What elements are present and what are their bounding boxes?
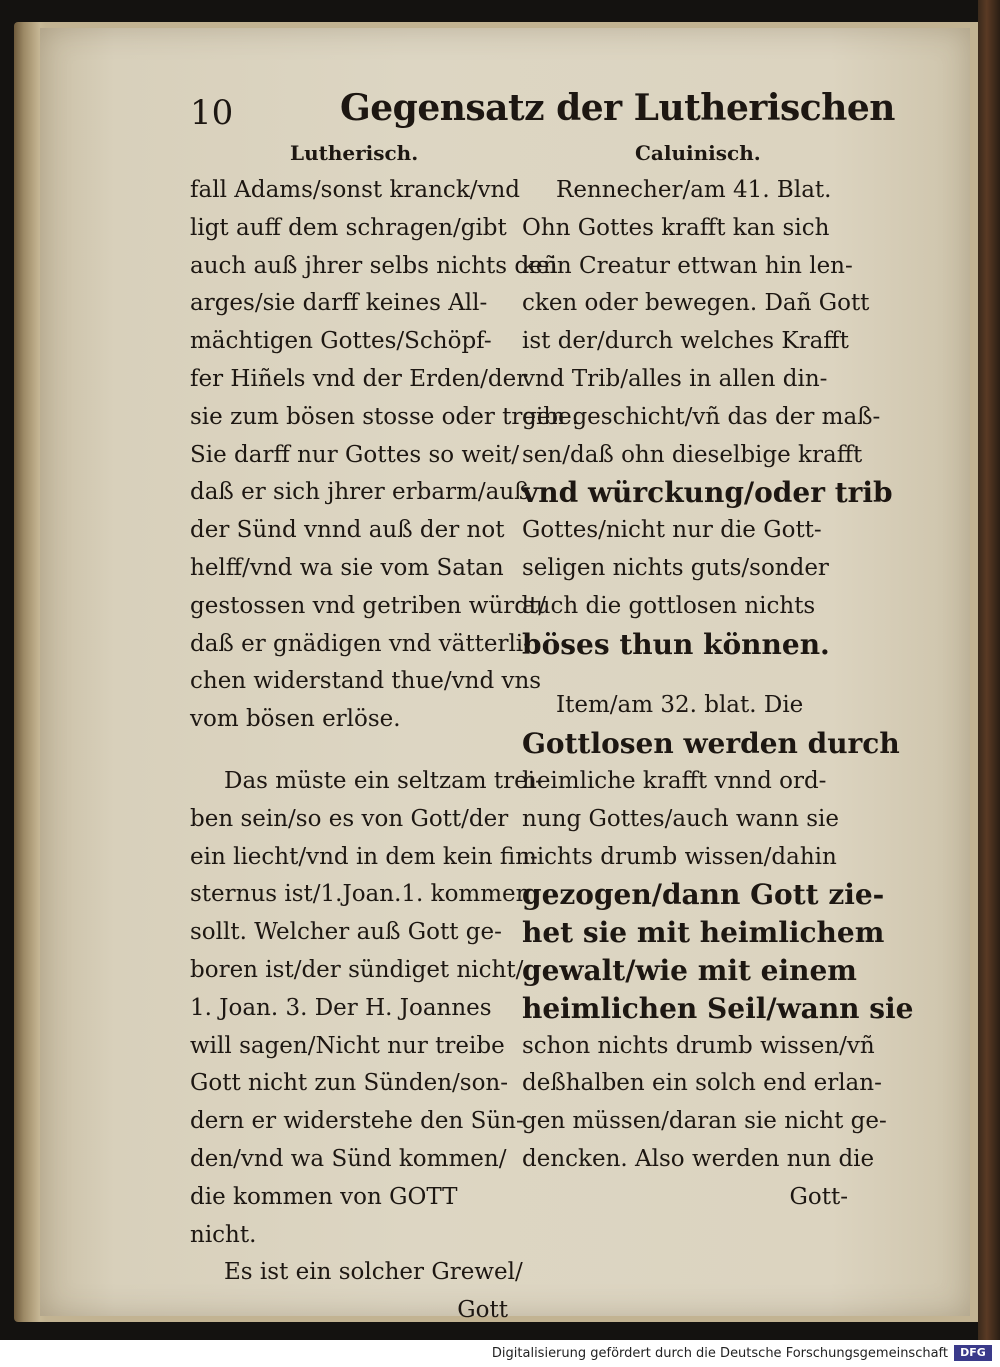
text-line: heimlichen Seil/wann sie bbox=[522, 991, 914, 1025]
running-head: Gegensatz der Lutherischen bbox=[340, 87, 895, 129]
text-line: vnd Trib/alles in allen din- bbox=[522, 365, 828, 392]
text-line: die kommen von GOTT bbox=[190, 1183, 458, 1210]
catchword: Gott bbox=[457, 1297, 508, 1324]
text-line: gezogen/dann Gott zie- bbox=[522, 878, 885, 912]
text-line: schon nichts drumb wissen/vñ bbox=[522, 1032, 875, 1059]
text-line: sternus ist/1.Joan.1. kommen bbox=[190, 881, 531, 908]
left-column-text bbox=[190, 172, 580, 1330]
text-line: Das müste ein seltzam trei- bbox=[224, 767, 543, 794]
text-line: auch auß jhrer selbs nichts deñ bbox=[190, 252, 558, 279]
text-line: Gottes/nicht nur die Gott- bbox=[522, 517, 822, 544]
left-column-heading: Lutherisch. bbox=[290, 141, 419, 165]
text-line: fer Hiñels vnd der Erden/der bbox=[190, 365, 528, 392]
text-line: gestossen vnd getriben würdt/ bbox=[190, 592, 547, 619]
text-line: mächtigen Gottes/Schöpf- bbox=[190, 328, 492, 355]
text-line: kein Creatur ettwan hin len- bbox=[522, 252, 853, 279]
text-line: arges/sie darff keines All- bbox=[190, 290, 488, 317]
text-line: daß er sich jhrer erbarm/auß bbox=[190, 479, 530, 506]
text-line: ben sein/so es von Gott/der bbox=[190, 805, 509, 832]
text-line: Item/am 32. blat. Die bbox=[556, 692, 804, 719]
text-line: gen müssen/daran sie nicht ge- bbox=[522, 1108, 887, 1135]
text-line: ein liecht/vnd in dem kein fin- bbox=[190, 843, 538, 870]
text-line: dencken. Also werden nun die bbox=[522, 1145, 875, 1172]
text-line: auch die gottlosen nichts bbox=[522, 592, 816, 619]
book-cover-edge bbox=[978, 0, 1000, 1340]
text-line: sollt. Welcher auß Gott ge- bbox=[190, 919, 502, 946]
text-line: nicht. bbox=[190, 1221, 257, 1248]
text-line: vom bösen erlöse. bbox=[190, 706, 401, 733]
text-line: Es ist ein solcher Grewel/ bbox=[224, 1259, 523, 1286]
text-line: 1. Joan. 3. Der H. Joannes bbox=[190, 994, 492, 1021]
text-line: dern er widerstehe den Sün- bbox=[190, 1108, 524, 1135]
text-line: daß er gnädigen vnd vätterli- bbox=[190, 630, 531, 657]
text-line: heimliche krafft vnnd ord- bbox=[522, 767, 827, 794]
page-number: 10 bbox=[190, 93, 234, 133]
text-line: ligt auff dem schragen/gibt bbox=[190, 214, 507, 241]
text-line: sen/daß ohn dieselbige krafft bbox=[522, 441, 863, 468]
text-line: fall Adams/sonst kranck/vnd bbox=[190, 177, 521, 203]
dfg-logo: DFG bbox=[954, 1345, 992, 1361]
text-line: Gott nicht zun Sünden/son- bbox=[190, 1070, 509, 1097]
text-line: nichts drumb wissen/dahin bbox=[522, 843, 837, 870]
text-line: chen widerstand thue/vnd vns bbox=[190, 668, 542, 695]
text-line: Rennecher/am 41. Blat. bbox=[556, 177, 832, 203]
text-line: Ohn Gottes krafft kan sich bbox=[522, 214, 830, 241]
text-line: sie zum bösen stosse oder treibe. bbox=[190, 403, 580, 430]
right-column-heading: Caluinisch. bbox=[635, 141, 761, 165]
text-line: ist der/durch welches Krafft bbox=[522, 328, 849, 355]
footer-bar bbox=[0, 1340, 1000, 1367]
catchword: Gott- bbox=[789, 1183, 848, 1210]
digitization-credit: Digitalisierung gefördert durch die Deutsche Forschungsgemeinschaft bbox=[491, 1346, 948, 1361]
text-line: den/vnd wa Sünd kommen/ bbox=[190, 1145, 507, 1172]
text-line: deßhalben ein solch end erlan- bbox=[522, 1070, 882, 1097]
text-line: Sie darff nur Gottes so weit/ bbox=[190, 441, 520, 468]
text-line: der Sünd vnnd auß der not bbox=[190, 517, 505, 544]
text-line: gewalt/wie mit einem bbox=[522, 953, 857, 987]
text-line: boren ist/der sündiget nicht/ bbox=[190, 956, 524, 983]
right-column-text bbox=[522, 172, 914, 1217]
text-line: seligen nichts guts/sonder bbox=[522, 554, 829, 581]
text-line: nung Gottes/auch wann sie bbox=[522, 805, 839, 832]
text-line: Gottlosen werden durch bbox=[522, 727, 900, 761]
text-line: gen geschicht/vñ das der maß- bbox=[522, 403, 881, 430]
text-line: het sie mit heimlichem bbox=[522, 916, 885, 950]
text-line: böses thun können. bbox=[522, 627, 830, 661]
text-line: will sagen/Nicht nur treibe bbox=[190, 1032, 505, 1059]
text-line: helff/vnd wa sie vom Satan bbox=[190, 554, 504, 581]
text-line: cken oder bewegen. Dañ Gott bbox=[522, 290, 870, 317]
text-line: vnd würckung/oder trib bbox=[522, 476, 893, 510]
